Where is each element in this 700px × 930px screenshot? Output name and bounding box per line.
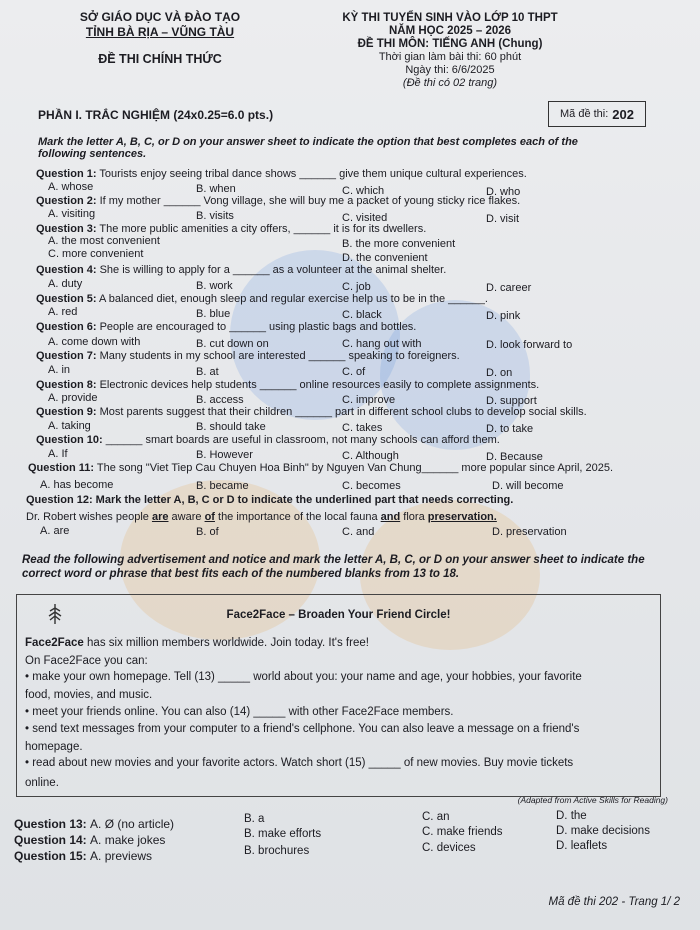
q12-option-d: D. preservation <box>492 526 567 538</box>
subject: ĐỀ THI MÔN: TIẾNG ANH (Chung) <box>357 38 543 50</box>
q3-option-a: A. the most convenient <box>48 235 160 247</box>
q14-option-c: C. make friends <box>422 826 503 838</box>
q14-option-d: D. make decisions <box>556 825 650 837</box>
page-footer: Mã đề thi 202 - Trang 1/ 2 <box>548 896 680 908</box>
question-12: Question 12: Mark the letter A, B, C or D to indicate the underlined part that needs correcting. <box>26 494 514 506</box>
q6-option-a: A. come down with <box>48 336 141 348</box>
question-9: Question 9: Most parents suggest that their children ______ part in different school clubs to develop social skills. <box>36 406 587 418</box>
page-count: (Đề thi có 02 trang) <box>402 77 498 89</box>
exam-code-box <box>548 101 646 127</box>
q5-option-b: B. blue <box>196 308 231 320</box>
q6-option-d: D. look forward to <box>486 339 573 351</box>
exam-code-label: Mã đề thi: <box>559 108 609 120</box>
q5-option-c: C. black <box>342 309 382 321</box>
q1-option-a: A. whose <box>48 181 94 193</box>
ad-line-4: food, movies, and music. <box>25 689 153 701</box>
q7-option-a: A. in <box>48 364 71 376</box>
q2-option-a: A. visiting <box>48 208 96 220</box>
q5-option-a: A. red <box>48 306 78 318</box>
exam-date: Ngày thi: 6/6/2025 <box>405 64 495 76</box>
official-label: ĐỀ THI CHÍNH THỨC <box>98 52 222 66</box>
q4-option-a: A. duty <box>48 278 83 290</box>
ad-line-9: online. <box>25 777 59 789</box>
instruction-line2: following sentences. <box>38 148 147 160</box>
header-right <box>300 12 600 90</box>
question-1: Question 1: Tourists enjoy seeing tribal dance shows ______ give them unique cultural experiences. <box>36 168 527 180</box>
exam-title: KỲ THI TUYỂN SINH VÀO LỚP 10 THPT <box>342 12 558 24</box>
q8-option-a: A. provide <box>48 392 98 404</box>
q7-option-b: B. at <box>196 366 219 378</box>
ad-line-5: • meet your friends online. You can also (14) _____ with other Face2Face members. <box>25 706 454 718</box>
reading-instruction: Read the following advertisement and notice and mark the letter A, B, C, or D on your answer sheet to indicate the correct word or phrase that best fits each of the numbered blanks from 13 to 18. <box>22 554 645 580</box>
q3-option-b: B. the more convenient <box>342 238 456 250</box>
q10-option-a: A. If <box>48 448 68 460</box>
school-year: NĂM HỌC 2025 – 2026 <box>388 25 512 37</box>
q10-option-c: C. Although <box>342 450 399 462</box>
q4-option-c: C. job <box>342 281 371 293</box>
question-8: Question 8: Electronic devices help students ______ online resources easily to complete assignments. <box>36 379 540 391</box>
q12-option-b: B. of <box>196 526 219 538</box>
q3-option-d: D. the convenient <box>342 252 428 264</box>
q9-option-b: B. should take <box>196 421 266 433</box>
q13-option-c: C. an <box>422 811 450 823</box>
q1-option-c: C. which <box>342 185 385 197</box>
q6-option-b: B. cut down on <box>196 338 269 350</box>
q12-sentence: Dr. Robert wishes people are aware of the importance of the local fauna and flora preservation. <box>26 511 497 523</box>
q9-option-d: D. to take <box>486 423 534 435</box>
q11-option-b: B. became <box>196 480 249 492</box>
q9-option-a: A. taking <box>48 420 91 432</box>
ad-line-1: Face2Face has six million members worldwide. Join today. It's free! <box>25 637 369 649</box>
question-13: Question 13: A. Ø (no article) <box>14 817 175 831</box>
question-6: Question 6: People are encouraged to ______ using plastic bags and bottles. <box>36 321 417 333</box>
question-3: Question 3: The more public amenities a city offers, ______ it is for its dwellers. <box>36 223 427 235</box>
q15-option-c: C. devices <box>422 842 476 854</box>
q4-option-b: B. work <box>196 280 233 292</box>
q11-option-c: C. becomes <box>342 480 401 492</box>
q11-option-a: A. has become <box>40 479 114 491</box>
ad-line-3: • make your own homepage. Tell (13) _____ world about you: your name and age, your hobbies, your favorite <box>25 671 582 683</box>
q12-option-a: A. are <box>40 525 70 537</box>
q13-option-d: D. the <box>556 810 587 822</box>
q5-option-d: D. pink <box>486 310 521 322</box>
q8-option-d: D. support <box>486 395 537 407</box>
ad-line-6: • send text messages from your computer to a friend's cellphone. You can also leave a message on a friend's <box>25 723 580 735</box>
q6-option-c: C. hang out with <box>342 338 422 350</box>
instruction-line1: Mark the letter A, B, C, or D on your answer sheet to indicate the option that best completes each of the <box>38 136 578 148</box>
header-left <box>40 10 280 67</box>
ad-line-7: homepage. <box>25 741 83 753</box>
q2-option-c: C. visited <box>342 212 388 224</box>
q1-option-d: D. who <box>486 186 521 198</box>
q12-option-c: C. and <box>342 526 375 538</box>
dept-name: SỞ GIÁO DỤC VÀ ĐÀO TẠO <box>79 10 241 24</box>
q15-option-b: B. brochures <box>244 845 310 857</box>
part1-title: PHẦN I. TRẮC NGHIỆM (24x0.25=6.0 pts.) <box>38 108 274 122</box>
q7-option-d: D. on <box>486 367 513 379</box>
question-7: Question 7: Many students in my school are interested ______ speaking to foreigners. <box>36 350 460 362</box>
question-2: Question 2: If my mother ______ Vong village, she will buy me a packet of young sticky rice flakes. <box>36 195 521 207</box>
q10-option-b: B. However <box>196 449 253 461</box>
q14-option-b: B. make efforts <box>244 828 322 840</box>
time-limit: Thời gian làm bài thi: 60 phút <box>378 51 522 63</box>
q4-option-d: D. career <box>486 282 532 294</box>
q2-option-b: B. visits <box>196 210 234 222</box>
q7-option-c: C. of <box>342 366 366 378</box>
q10-option-d: D. Because <box>486 451 543 463</box>
province-name: TỈNH BÀ RỊA – VŨNG TÀU <box>85 25 235 39</box>
q15-option-d: D. leaflets <box>556 840 608 852</box>
question-10: Question 10: ______ smart boards are useful in classroom, not many schools can afford them. <box>36 434 500 446</box>
ad-title: Face2Face – Broaden Your Friend Circle! <box>226 609 451 621</box>
question-15: Question 15: A. previews <box>14 849 153 863</box>
q8-option-c: C. improve <box>342 394 396 406</box>
q11-option-d: D. will become <box>492 480 564 492</box>
q8-option-b: B. access <box>196 394 244 406</box>
question-5: Question 5: A balanced diet, enough sleep and regular exercise help us to be in the ______. <box>36 293 488 305</box>
q13-option-b: B. a <box>244 813 265 825</box>
ad-line-2: On Face2Face you can: <box>25 655 148 667</box>
exam-code: 202 <box>612 106 634 122</box>
q2-option-d: D. visit <box>486 213 519 225</box>
question-14: Question 14: A. make jokes <box>14 833 166 847</box>
advertisement-box <box>16 594 661 797</box>
question-11: Question 11: The song "Viet Tiep Cau Chuyen Hoa Binh" by Nguyen Van Chung______ more popular since April, 2025. <box>28 462 614 474</box>
question-4: Question 4: She is willing to apply for a ______ as a volunteer at the animal shelter. <box>36 264 447 276</box>
q9-option-c: C. takes <box>342 422 383 434</box>
q1-option-b: B. when <box>196 183 236 195</box>
ad-line-8: • read about new movies and your favorite actors. Watch short (15) _____ of new movies. Buy movie tickets <box>25 757 574 769</box>
q3-option-c: C. more convenient <box>48 248 144 260</box>
ad-source: (Adapted from Active Skills for Reading) <box>517 795 668 805</box>
